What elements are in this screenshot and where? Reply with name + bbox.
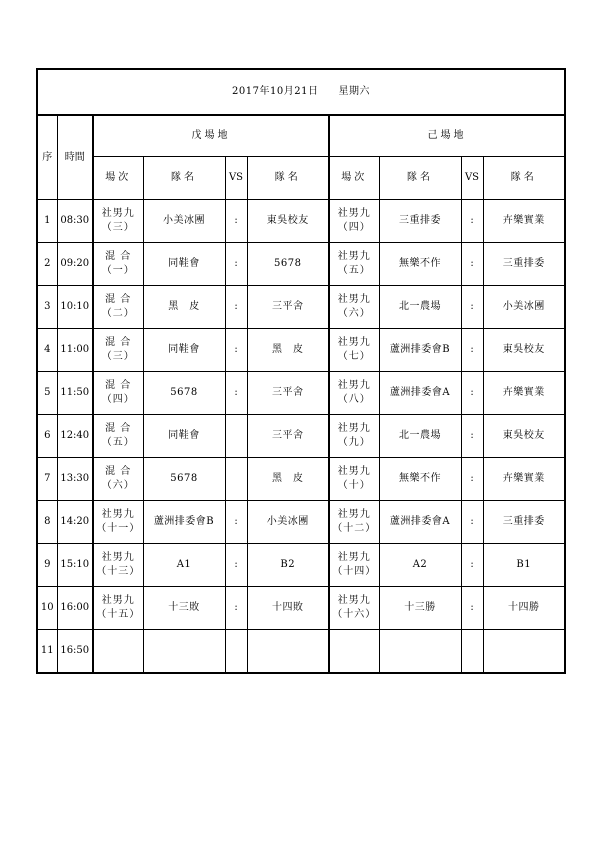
vs-b-cell: : xyxy=(461,286,483,329)
session-division: 混 合 xyxy=(105,380,132,391)
team-a2-cell: 三平舍 xyxy=(247,286,329,329)
time-cell: 11:50 xyxy=(57,372,93,415)
session-b-cell xyxy=(329,372,379,415)
vs-b-cell: : xyxy=(461,458,483,501)
time-cell: 16:50 xyxy=(57,630,93,674)
header-team-b1: 隊名 xyxy=(379,157,461,200)
session-a-cell xyxy=(93,200,143,243)
session-number: （十二） xyxy=(332,523,377,534)
team-a1-cell: 黑 皮 xyxy=(143,286,225,329)
team-a1-cell: 同鞋會 xyxy=(143,329,225,372)
vs-a-cell: : xyxy=(225,587,247,630)
vs-b-cell: : xyxy=(461,415,483,458)
table-row xyxy=(37,630,565,674)
session-b-cell xyxy=(329,544,379,587)
session-number: （七） xyxy=(337,351,371,362)
session-division: 社男九 xyxy=(337,208,371,219)
header-time: 時間 xyxy=(57,115,93,200)
session-b-cell xyxy=(329,243,379,286)
time-cell: 09:20 xyxy=(57,243,93,286)
team-b1-cell: 十三勝 xyxy=(379,587,461,630)
title-date: 2017年10月21日 xyxy=(232,86,319,97)
team-b1-cell: 蘆洲排委會A xyxy=(379,501,461,544)
session-division: 混 合 xyxy=(105,423,132,434)
team-b2-cell: 十四勝 xyxy=(483,587,565,630)
session-number: （十） xyxy=(337,480,371,491)
header-seq: 序 xyxy=(37,115,57,200)
team-a2-cell: B2 xyxy=(247,544,329,587)
venue-b-header: 己場地 xyxy=(329,115,565,157)
team-a2-cell: 三平舍 xyxy=(247,415,329,458)
time-cell: 10:10 xyxy=(57,286,93,329)
vs-a-cell: : xyxy=(225,243,247,286)
time-cell: 16:00 xyxy=(57,587,93,630)
vs-a-cell xyxy=(225,630,247,674)
session-number: （六） xyxy=(101,480,135,491)
team-b1-cell: 蘆洲排委會B xyxy=(379,329,461,372)
team-a1-cell: 蘆洲排委會B xyxy=(143,501,225,544)
table-row xyxy=(37,329,565,372)
header-team-a2: 隊名 xyxy=(247,157,329,200)
session-division: 社男九 xyxy=(101,552,135,563)
session-number: （十五） xyxy=(96,609,141,620)
header-team-a1: 隊名 xyxy=(143,157,225,200)
team-a1-cell: A1 xyxy=(143,544,225,587)
vs-a-cell: : xyxy=(225,372,247,415)
team-a2-cell xyxy=(247,630,329,674)
session-a-cell xyxy=(93,329,143,372)
time-cell: 15:10 xyxy=(57,544,93,587)
table-row xyxy=(37,243,565,286)
seq-cell: 2 xyxy=(37,243,57,286)
session-a-cell xyxy=(93,587,143,630)
session-number: （八） xyxy=(337,394,371,405)
team-b2-cell: 東吳校友 xyxy=(483,415,565,458)
team-b1-cell: 北一農場 xyxy=(379,286,461,329)
session-division: 混 合 xyxy=(105,466,132,477)
team-a1-cell: 同鞋會 xyxy=(143,243,225,286)
team-b2-cell xyxy=(483,630,565,674)
seq-cell: 10 xyxy=(37,587,57,630)
team-a2-cell: 黑 皮 xyxy=(247,329,329,372)
team-b1-cell: 無樂不作 xyxy=(379,458,461,501)
table-row xyxy=(37,544,565,587)
session-division: 社男九 xyxy=(337,466,371,477)
session-division: 社男九 xyxy=(337,337,371,348)
seq-cell: 1 xyxy=(37,200,57,243)
session-division: 社男九 xyxy=(337,294,371,305)
team-a1-cell: 5678 xyxy=(143,372,225,415)
vs-b-cell: : xyxy=(461,544,483,587)
schedule-title xyxy=(37,69,565,115)
session-a-cell xyxy=(93,501,143,544)
session-division: 社男九 xyxy=(337,509,371,520)
table-row xyxy=(37,200,565,243)
team-b2-cell: 小美冰團 xyxy=(483,286,565,329)
session-number: （一） xyxy=(101,265,135,276)
table-row xyxy=(37,372,565,415)
team-b1-cell: 無樂不作 xyxy=(379,243,461,286)
session-division: 社男九 xyxy=(337,423,371,434)
table-row xyxy=(37,415,565,458)
seq-cell: 5 xyxy=(37,372,57,415)
session-a-cell xyxy=(93,544,143,587)
table-row xyxy=(37,501,565,544)
seq-cell: 8 xyxy=(37,501,57,544)
team-a2-cell: 三平舍 xyxy=(247,372,329,415)
vs-a-cell: : xyxy=(225,286,247,329)
time-cell: 08:30 xyxy=(57,200,93,243)
session-number: （五） xyxy=(337,265,371,276)
session-division: 混 合 xyxy=(105,294,132,305)
header-session-a: 場次 xyxy=(93,157,143,200)
team-b2-cell: 三重排委 xyxy=(483,501,565,544)
header-session-b: 場次 xyxy=(329,157,379,200)
session-number: （十四） xyxy=(332,566,377,577)
vs-a-cell: : xyxy=(225,329,247,372)
vs-a-cell: : xyxy=(225,200,247,243)
header-team-b2: 隊名 xyxy=(483,157,565,200)
header-vs-a: VS xyxy=(225,157,247,200)
time-cell: 11:00 xyxy=(57,329,93,372)
team-b2-cell: 三重排委 xyxy=(483,243,565,286)
session-number: （二） xyxy=(101,308,135,319)
table-row xyxy=(37,587,565,630)
team-a1-cell: 小美冰團 xyxy=(143,200,225,243)
session-b-cell xyxy=(329,587,379,630)
team-b2-cell: 卉樂實業 xyxy=(483,372,565,415)
session-division: 混 合 xyxy=(105,337,132,348)
session-b-cell xyxy=(329,286,379,329)
time-cell: 12:40 xyxy=(57,415,93,458)
session-division: 社男九 xyxy=(337,595,371,606)
team-b1-cell: 三重排委 xyxy=(379,200,461,243)
team-a2-cell: 東吳校友 xyxy=(247,200,329,243)
seq-cell: 4 xyxy=(37,329,57,372)
seq-cell: 11 xyxy=(37,630,57,674)
session-b-cell xyxy=(329,630,379,674)
team-b2-cell: 東吳校友 xyxy=(483,329,565,372)
seq-cell: 7 xyxy=(37,458,57,501)
team-b2-cell: 卉樂實業 xyxy=(483,458,565,501)
vs-b-cell: : xyxy=(461,329,483,372)
session-number: （六） xyxy=(337,308,371,319)
vs-b-cell: : xyxy=(461,372,483,415)
time-cell: 13:30 xyxy=(57,458,93,501)
team-a1-cell xyxy=(143,630,225,674)
seq-cell: 9 xyxy=(37,544,57,587)
session-b-cell xyxy=(329,458,379,501)
session-b-cell xyxy=(329,200,379,243)
team-a2-cell: 黑 皮 xyxy=(247,458,329,501)
team-b2-cell: 卉樂實業 xyxy=(483,200,565,243)
vs-a-cell: : xyxy=(225,544,247,587)
session-b-cell xyxy=(329,415,379,458)
session-number: （四） xyxy=(337,222,371,233)
team-a1-cell: 同鞋會 xyxy=(143,415,225,458)
table-row xyxy=(37,286,565,329)
team-b1-cell: 北一農場 xyxy=(379,415,461,458)
team-a2-cell: 十四敗 xyxy=(247,587,329,630)
time-cell: 14:20 xyxy=(57,501,93,544)
session-division: 社男九 xyxy=(337,380,371,391)
vs-b-cell: : xyxy=(461,587,483,630)
vs-b-cell xyxy=(461,630,483,674)
team-a2-cell: 5678 xyxy=(247,243,329,286)
team-b2-cell: B1 xyxy=(483,544,565,587)
session-division: 社男九 xyxy=(101,509,135,520)
vs-a-cell xyxy=(225,458,247,501)
session-number: （三） xyxy=(101,351,135,362)
team-b1-cell xyxy=(379,630,461,674)
session-number: （十六） xyxy=(332,609,377,620)
venue-a-header: 戊場地 xyxy=(93,115,329,157)
session-b-cell xyxy=(329,329,379,372)
session-number: （十一） xyxy=(96,523,141,534)
vs-b-cell: : xyxy=(461,501,483,544)
vs-b-cell: : xyxy=(461,243,483,286)
header-vs-b: VS xyxy=(461,157,483,200)
session-division: 社男九 xyxy=(101,208,135,219)
team-a2-cell: 小美冰團 xyxy=(247,501,329,544)
session-number: （十三） xyxy=(96,566,141,577)
session-division: 社男九 xyxy=(337,251,371,262)
vs-b-cell: : xyxy=(461,200,483,243)
session-a-cell xyxy=(93,286,143,329)
session-division: 混 合 xyxy=(105,251,132,262)
session-a-cell xyxy=(93,372,143,415)
table-row xyxy=(37,458,565,501)
vs-a-cell: : xyxy=(225,501,247,544)
seq-cell: 3 xyxy=(37,286,57,329)
session-number: （五） xyxy=(101,437,135,448)
session-b-cell xyxy=(329,501,379,544)
title-weekday: 星期六 xyxy=(338,86,370,97)
session-division: 社男九 xyxy=(101,595,135,606)
seq-cell: 6 xyxy=(37,415,57,458)
team-b1-cell: A2 xyxy=(379,544,461,587)
team-a1-cell: 十三敗 xyxy=(143,587,225,630)
session-a-cell xyxy=(93,630,143,674)
session-number: （九） xyxy=(337,437,371,448)
vs-a-cell xyxy=(225,415,247,458)
team-b1-cell: 蘆洲排委會A xyxy=(379,372,461,415)
session-number: （三） xyxy=(101,222,135,233)
session-a-cell xyxy=(93,415,143,458)
session-division: 社男九 xyxy=(337,552,371,563)
schedule-table xyxy=(36,68,566,674)
session-a-cell xyxy=(93,458,143,501)
session-a-cell xyxy=(93,243,143,286)
team-a1-cell: 5678 xyxy=(143,458,225,501)
session-number: （四） xyxy=(101,394,135,405)
